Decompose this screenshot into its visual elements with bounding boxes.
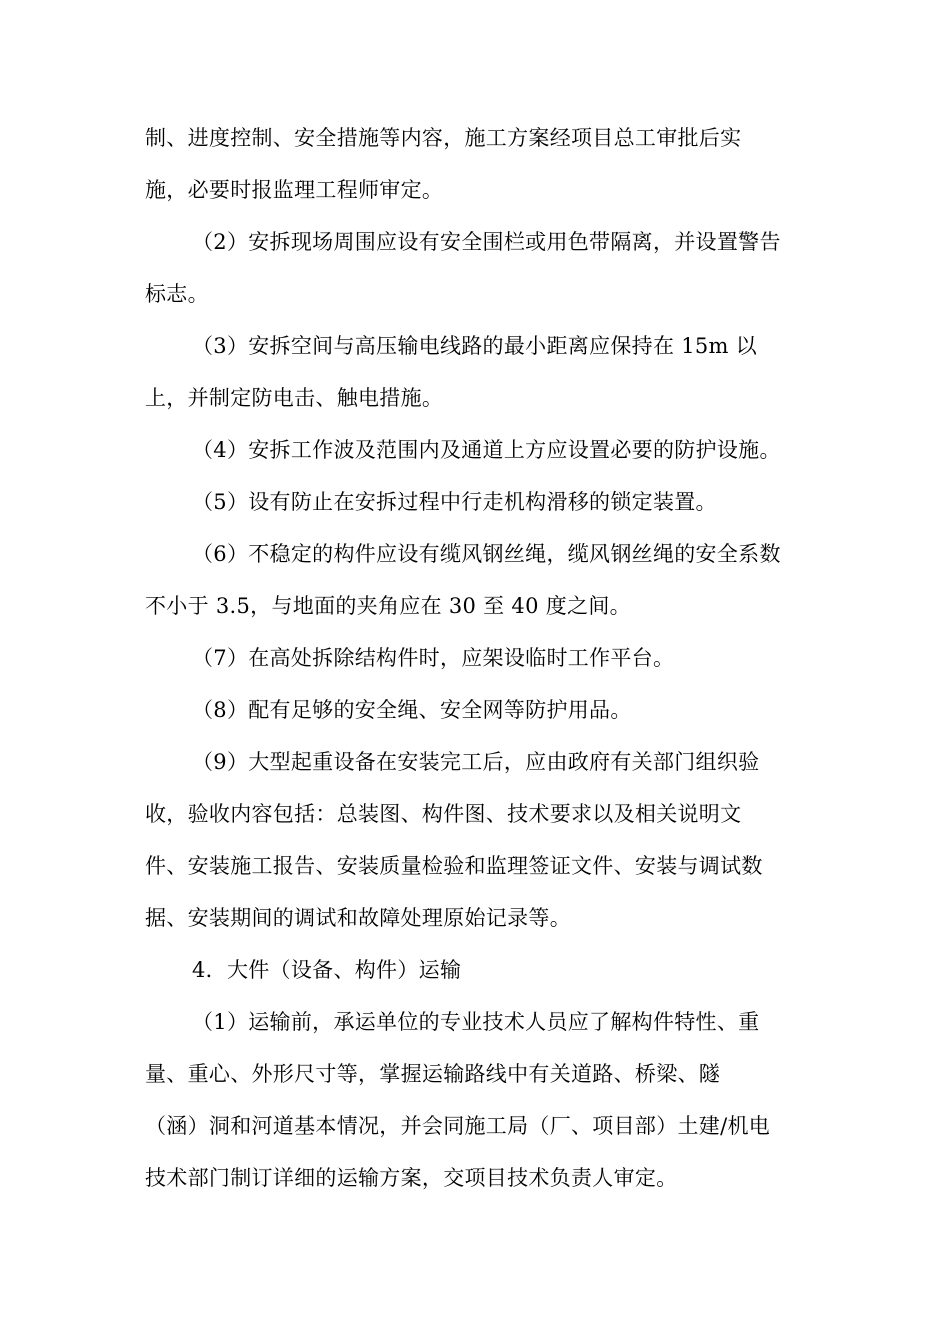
text-line: （2）安拆现场周围应设有安全围栏或用色带隔离，并设置警告 (192, 230, 781, 254)
text-line: 件、安装施工报告、安装质量检验和监理签证文件、安装与调试数 (145, 854, 763, 878)
text-line: （1）运输前，承运单位的专业技术人员应了解构件特性、重 (192, 1010, 760, 1034)
text-line: 据、安装期间的调试和故障处理原始记录等。 (145, 906, 571, 930)
text-line: （6）不稳定的构件应设有缆风钢丝绳，缆风钢丝绳的安全系数 (192, 542, 781, 566)
text-line: （7）在高处拆除结构件时，应架设临时工作平台。 (192, 646, 675, 670)
text-line: 收，验收内容包括：总装图、构件图、技术要求以及相关说明文 (145, 802, 742, 826)
text-line: 量、重心、外形尺寸等，掌握运输路线中有关道路、桥梁、隧 (145, 1062, 721, 1086)
text-line: 标志。 (145, 282, 209, 306)
text-line: （4）安拆工作波及范围内及通道上方应设置必要的防护设施。 (192, 438, 781, 462)
text-line: （8）配有足够的安全绳、安全网等防护用品。 (192, 698, 632, 722)
text-line: 上，并制定防电击、触电措施。 (145, 386, 444, 410)
text-line: 施，必要时报监理工程师审定。 (145, 178, 444, 202)
text-line: （3）安拆空间与高压输电线路的最小距离应保持在 15m 以 (192, 334, 758, 358)
text-line: 技术部门制订详细的运输方案，交项目技术负责人审定。 (145, 1166, 678, 1190)
text-line: （9）大型起重设备在安装完工后，应由政府有关部门组织验 (192, 750, 760, 774)
text-line: （5）设有防止在安拆过程中行走机构滑移的锁定装置。 (192, 490, 717, 514)
text-line: （涵）洞和河道基本情况，并会同施工局（厂、项目部）土建/机电 (145, 1114, 771, 1138)
text-line: 不小于 3.5，与地面的夹角应在 30 至 40 度之间。 (145, 594, 631, 618)
section-heading: 4．大件（设备、构件）运输 (192, 958, 462, 982)
text-line: 制、进度控制、安全措施等内容，施工方案经项目总工审批后实 (145, 126, 742, 150)
